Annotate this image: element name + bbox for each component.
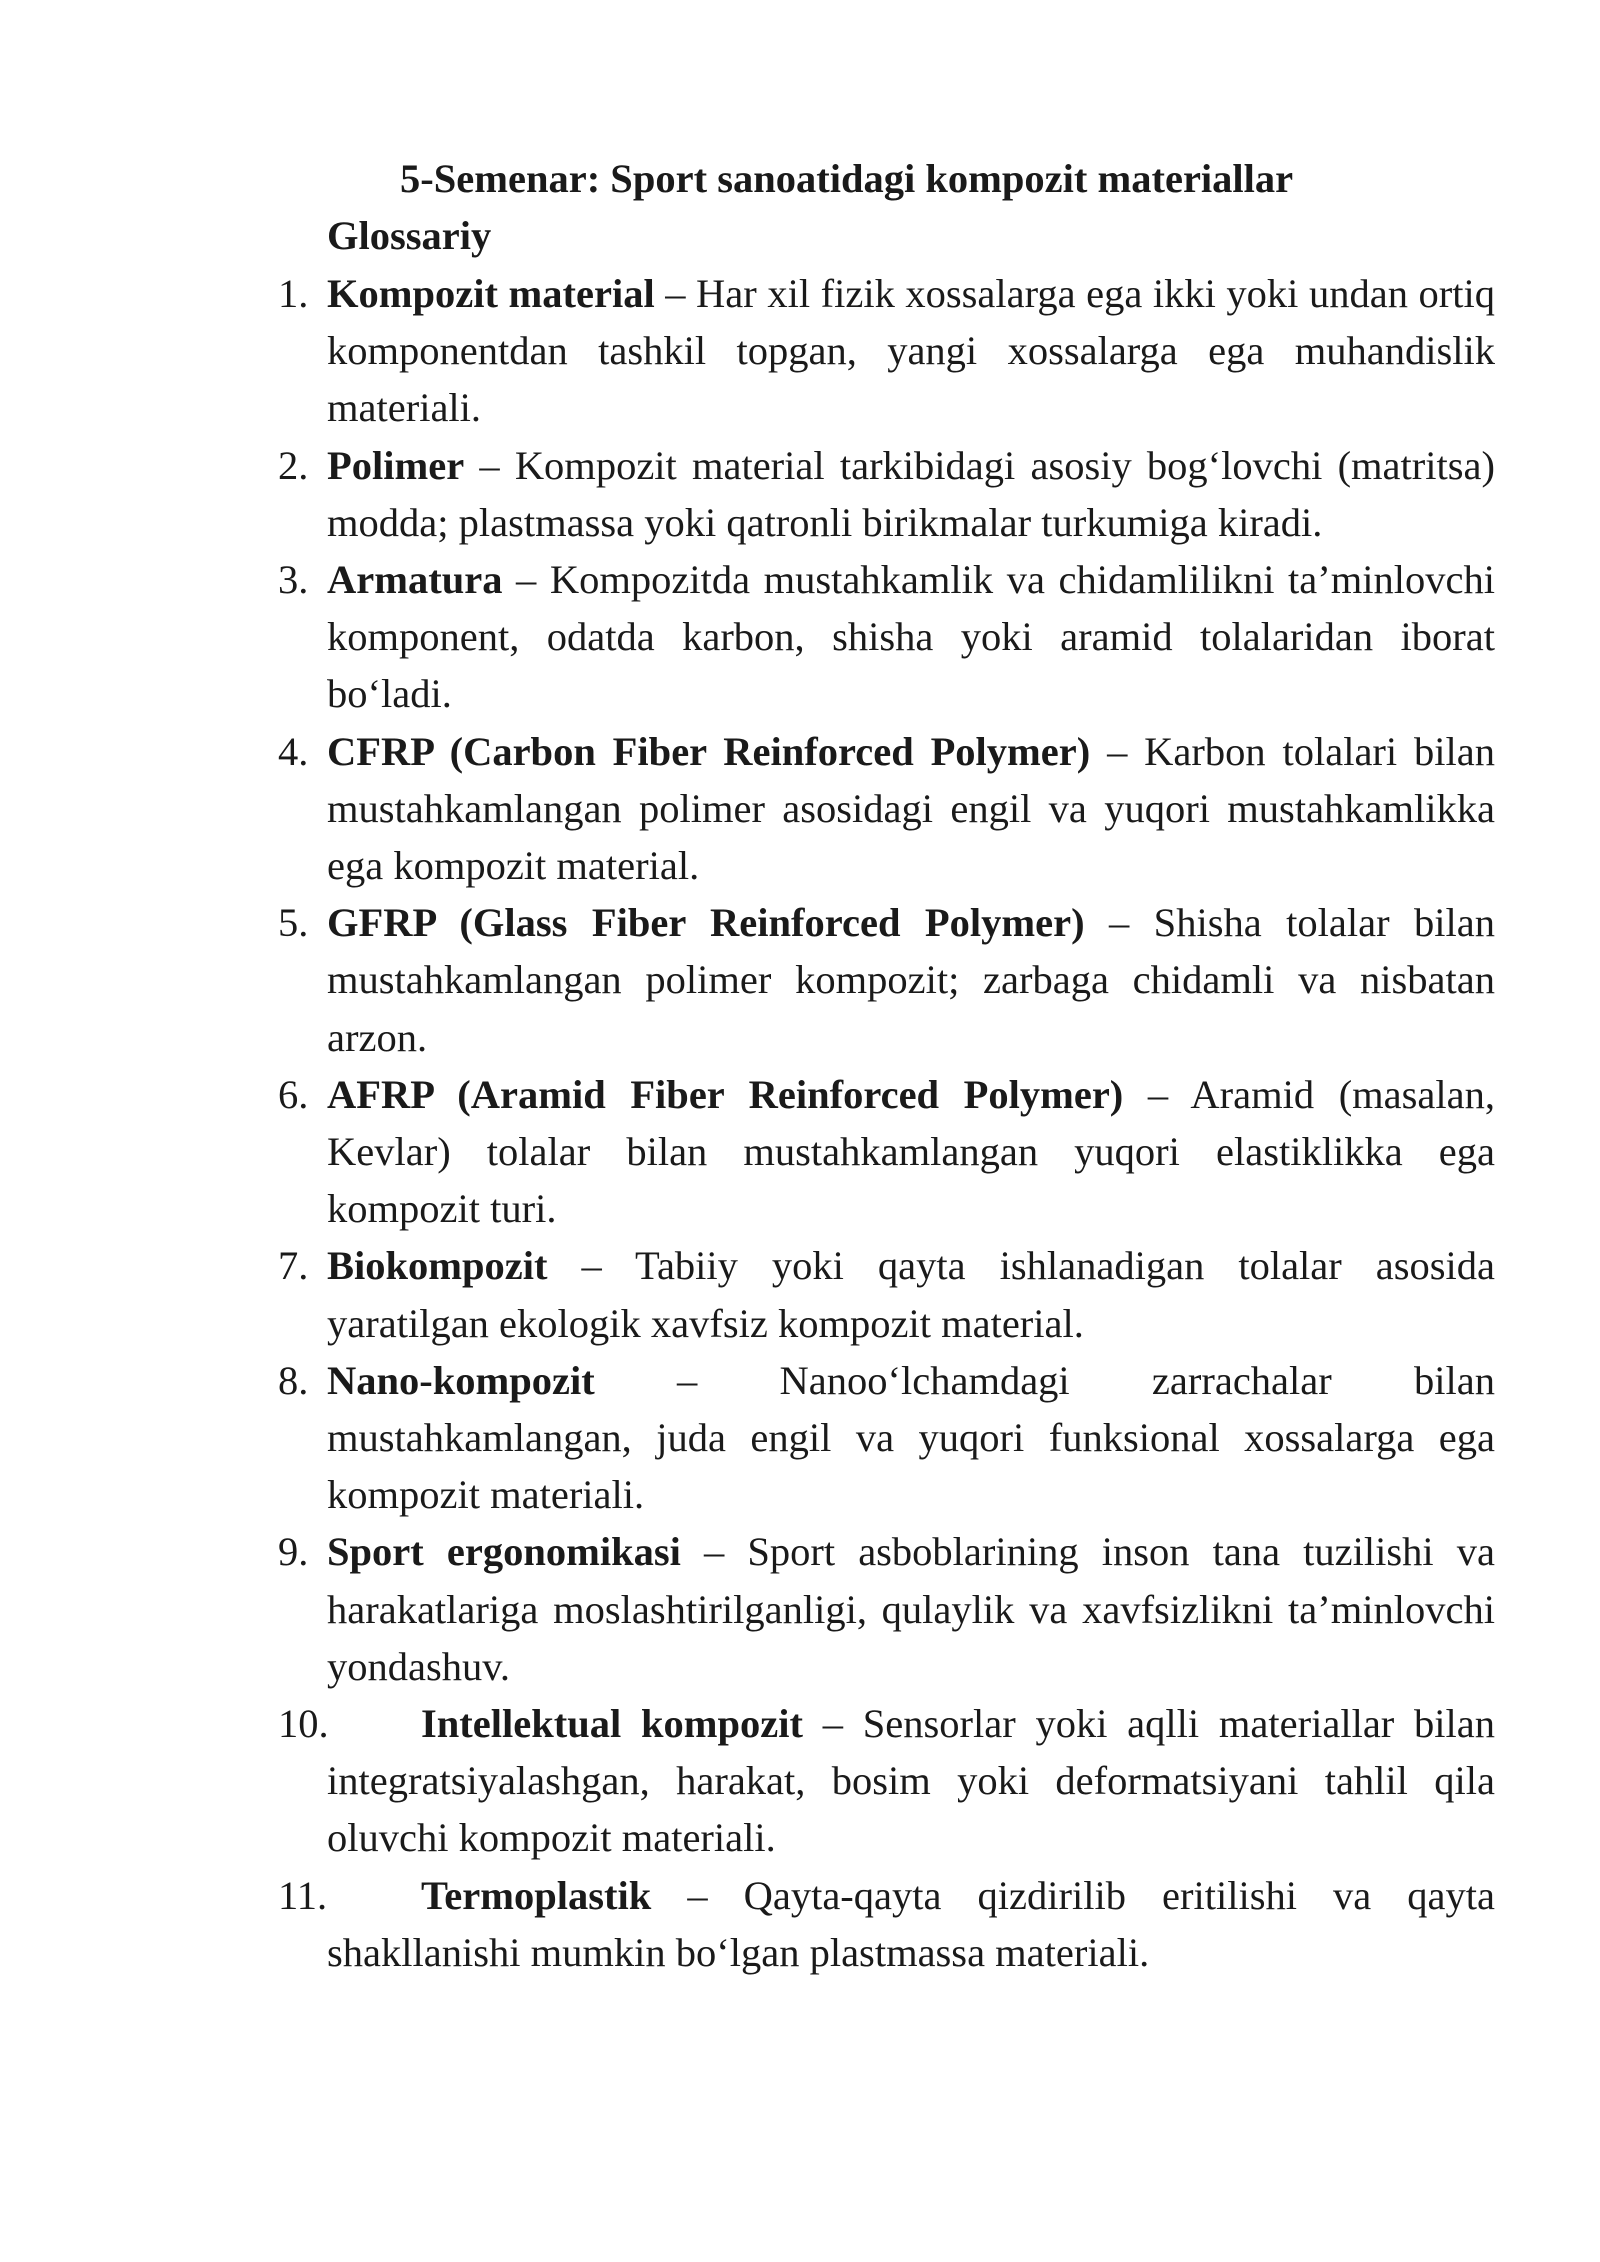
glossary-item	[0, 894, 1600, 1066]
item-term: Armatura	[327, 557, 503, 603]
item-term: AFRP (Aramid Fiber Reinforced Polymer)	[327, 1071, 1124, 1117]
glossary-item	[0, 1695, 1600, 1867]
item-text	[327, 1237, 1495, 1351]
item-text	[327, 894, 1495, 1066]
item-number: 9.	[278, 1529, 309, 1575]
item-term: Kompozit material	[327, 271, 655, 316]
item-text	[327, 723, 1495, 895]
item-number: 3.	[278, 557, 309, 603]
item-definition: – Tabiiy yoki qayta ishlanadigan tolalar asosida yaratilgan ekologik xavfsiz kompozit material.	[327, 1243, 1495, 1346]
glossary-item	[0, 1237, 1600, 1351]
item-term: Nano-kompozit	[327, 1357, 595, 1403]
glossary-item	[0, 723, 1600, 895]
item-definition: – Aramid (masalan, Kevlar) tolalar bilan mustahkamlangan yuqori elastiklikka ega kompozit turi.	[327, 1071, 1495, 1232]
document-title: 5-Semenar: Sport sanoatidagi kompozit materiallar	[400, 156, 1294, 201]
item-number: 7.	[278, 1243, 309, 1289]
glossary-item	[0, 1352, 1600, 1524]
item-text	[327, 1695, 1495, 1867]
item-number: 6.	[278, 1071, 309, 1117]
item-term: Biokompozit	[327, 1243, 548, 1289]
item-term: Polimer	[327, 442, 465, 488]
item-term: Sport ergonomikasi	[327, 1529, 681, 1575]
section-heading: Glossariy	[327, 213, 492, 258]
item-term: GFRP (Glass Fiber Reinforced Polymer)	[327, 900, 1085, 946]
item-number: 10.	[278, 1701, 329, 1747]
glossary-item	[0, 437, 1600, 551]
item-text	[327, 1523, 1495, 1695]
glossary-item	[0, 265, 1600, 437]
item-text	[327, 551, 1495, 723]
item-definition: – Qayta-qayta qizdirilib eritilishi va qayta shakllanishi mumkin bo‘lgan plastmassa materiali.	[327, 1872, 1495, 1975]
item-definition: – Shisha tolalar bilan mustahkamlangan polimer kompozit; zarbaga chidamli va nisbatan arzon.	[327, 900, 1495, 1060]
item-text	[327, 437, 1495, 551]
item-number: 5.	[278, 900, 309, 946]
item-definition: – Nanoo‘lchamdagi zarrachalar bilan mustahkamlangan, juda engil va yuqori funksional xossalarga ega kompozit materiali.	[327, 1357, 1495, 1518]
item-term: Termoplastik	[421, 1872, 652, 1918]
item-number: 1.	[278, 271, 309, 316]
item-number: 2.	[278, 442, 309, 488]
item-term: Intellektual kompozit	[421, 1701, 804, 1747]
item-text	[327, 1867, 1495, 1981]
item-term: CFRP (Carbon Fiber Reinforced Polymer)	[327, 728, 1091, 774]
item-definition: – Sensorlar yoki aqlli materiallar bilan integratsiyalashgan, harakat, bosim yoki deformatsiyani tahlil qila oluvchi kompozit materiali.	[327, 1701, 1496, 1861]
glossary-item	[0, 1523, 1600, 1695]
item-number: 8.	[278, 1357, 309, 1403]
item-definition: – Karbon tolalari bilan mustahkamlangan polimer asosidagi engil va yuqori mustahkamlikka ega kompozit material.	[327, 728, 1495, 889]
item-text	[327, 1066, 1495, 1238]
glossary-item	[0, 1867, 1600, 1981]
item-text	[327, 265, 1495, 437]
item-text	[327, 1352, 1495, 1524]
item-number: 11.	[278, 1872, 328, 1918]
item-definition: – Kompozit material tarkibidagi asosiy bog‘lovchi (matritsa) modda; plastmassa yoki qatronli birikmalar turkumiga kiradi.	[327, 442, 1495, 545]
glossary-list	[0, 265, 1600, 1981]
glossary-item	[0, 1066, 1600, 1238]
glossary-item	[0, 551, 1600, 723]
item-definition: – Kompozitda mustahkamlik va chidamlilikni ta’minlovchi komponent, odatda karbon, shisha yoki aramid tolalaridan iborat bo‘ladi.	[327, 557, 1495, 717]
item-definition: – Har xil fizik xossalarga ega ikki yoki undan ortiq komponentdan tashkil topgan, yangi xossalarga ega muhandislik materiali.	[327, 271, 1495, 431]
item-definition: – Sport asboblarining inson tana tuzilishi va harakatlariga moslashtirilganligi, qulaylik va xavfsizlikni ta’minlovchi yondashuv.	[327, 1529, 1495, 1689]
item-number: 4.	[278, 728, 309, 774]
